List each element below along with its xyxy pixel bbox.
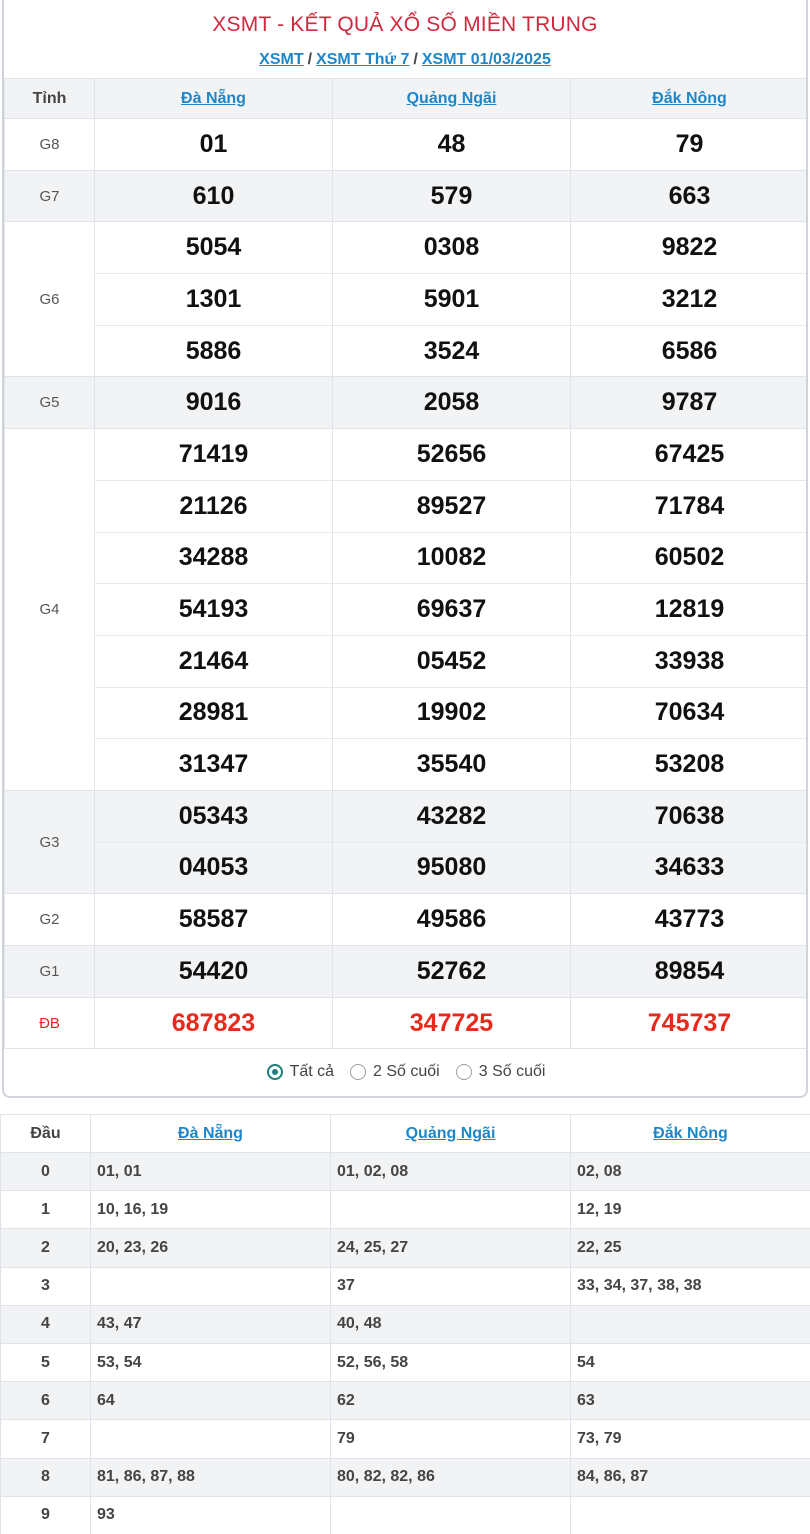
filter-option-label: 2 Số cuối	[373, 1063, 440, 1080]
tail-numbers: 79	[331, 1420, 571, 1458]
prize-number: 70634	[571, 687, 809, 739]
prize-number: 01	[95, 119, 333, 171]
province-link-da-nang[interactable]: Đà Nẵng	[95, 79, 333, 119]
tail-numbers: 54	[571, 1343, 810, 1381]
prize-number: 347725	[333, 997, 571, 1049]
prize-number: 21126	[95, 480, 333, 532]
prize-number: 9822	[571, 222, 809, 274]
tail-numbers: 33, 34, 37, 38, 38	[571, 1267, 810, 1305]
prize-number: 69637	[333, 584, 571, 636]
head-digit-row	[1, 1382, 810, 1420]
head-digit: 3	[1, 1267, 91, 1305]
prize-label: G4	[5, 429, 95, 791]
head-digit-row	[1, 1420, 810, 1458]
tail-numbers: 01, 02, 08	[331, 1153, 571, 1191]
tail-numbers: 37	[331, 1267, 571, 1305]
prize-number: 54193	[95, 584, 333, 636]
head-digit-table	[0, 1114, 810, 1534]
head-digit-row	[1, 1267, 810, 1305]
tail-numbers: 73, 79	[571, 1420, 810, 1458]
prize-row	[5, 119, 809, 171]
prize-row	[5, 584, 809, 636]
tail-numbers: 40, 48	[331, 1305, 571, 1343]
prize-number: 9016	[95, 377, 333, 429]
prize-row	[5, 894, 809, 946]
prize-row	[5, 842, 809, 894]
prize-number: 1301	[95, 274, 333, 326]
breadcrumb-date-link[interactable]: XSMT 01/03/2025	[421, 51, 551, 68]
tail-numbers: 84, 86, 87	[571, 1458, 810, 1496]
prize-row	[5, 790, 809, 842]
head-digit: 4	[1, 1305, 91, 1343]
prize-number: 71784	[571, 480, 809, 532]
prize-number: 0308	[333, 222, 571, 274]
head-digit-column-header: Đầu	[1, 1115, 91, 1153]
province-link-dak-nong[interactable]: Đắk Nông	[571, 79, 809, 119]
tail-numbers	[571, 1305, 810, 1343]
prize-number: 19902	[333, 687, 571, 739]
results-card	[2, 0, 808, 1098]
page-title: XSMT - KẾT QUẢ XỔ SỐ MIỀN TRUNG	[212, 13, 598, 36]
tail-numbers: 80, 82, 82, 86	[331, 1458, 571, 1496]
prize-number: 54420	[95, 946, 333, 998]
prize-label: G8	[5, 119, 95, 171]
prize-number: 60502	[571, 532, 809, 584]
head-digit: 6	[1, 1382, 91, 1420]
prize-label: G6	[5, 222, 95, 377]
tail-numbers: 62	[331, 1382, 571, 1420]
prize-number: 12819	[571, 584, 809, 636]
prize-row	[5, 480, 809, 532]
head-digit: 1	[1, 1191, 91, 1229]
tail-numbers: 52, 56, 58	[331, 1343, 571, 1381]
prize-number: 3524	[333, 325, 571, 377]
tail-numbers	[331, 1496, 571, 1534]
digit-filter	[4, 1048, 808, 1096]
prize-number: 05343	[95, 790, 333, 842]
tail-numbers: 10, 16, 19	[91, 1191, 331, 1229]
prize-number: 2058	[333, 377, 571, 429]
tail-numbers: 43, 47	[91, 1305, 331, 1343]
filter-option-last-3[interactable]	[456, 1063, 546, 1081]
prize-number: 5901	[333, 274, 571, 326]
head-digit-row	[1, 1229, 810, 1267]
radio-unchecked-icon[interactable]	[456, 1064, 472, 1080]
prize-number: 31347	[95, 739, 333, 791]
dau-province-link-dak-nong[interactable]: Đắk Nông	[571, 1115, 810, 1153]
head-digit-row	[1, 1153, 810, 1191]
tail-numbers	[91, 1267, 331, 1305]
head-digit-row	[1, 1496, 810, 1534]
head-digit: 0	[1, 1153, 91, 1191]
prize-number: 79	[571, 119, 809, 171]
prize-number: 89527	[333, 480, 571, 532]
prize-label: G1	[5, 946, 95, 998]
filter-option-all[interactable]	[267, 1063, 334, 1081]
prize-row	[5, 532, 809, 584]
tail-numbers: 63	[571, 1382, 810, 1420]
prize-number: 53208	[571, 739, 809, 791]
head-digit-row	[1, 1458, 810, 1496]
prize-number: 663	[571, 170, 809, 222]
prize-number: 43282	[333, 790, 571, 842]
prize-label: G3	[5, 790, 95, 893]
prize-number: 28981	[95, 687, 333, 739]
head-digit-row	[1, 1305, 810, 1343]
prize-number: 610	[95, 170, 333, 222]
head-digit: 8	[1, 1458, 91, 1496]
head-digit: 2	[1, 1229, 91, 1267]
head-digit-row	[1, 1191, 810, 1229]
dau-province-link-quang-ngai[interactable]: Quảng Ngãi	[331, 1115, 571, 1153]
prize-number: 33938	[571, 635, 809, 687]
tail-numbers	[91, 1420, 331, 1458]
breadcrumb	[4, 50, 806, 78]
tail-numbers: 93	[91, 1496, 331, 1534]
prize-row	[5, 377, 809, 429]
prize-number: 3212	[571, 274, 809, 326]
tail-numbers: 20, 23, 26	[91, 1229, 331, 1267]
prize-number: 70638	[571, 790, 809, 842]
prize-number: 52762	[333, 946, 571, 998]
tail-numbers: 12, 19	[571, 1191, 810, 1229]
radio-unchecked-icon[interactable]	[350, 1064, 366, 1080]
prize-row	[5, 170, 809, 222]
province-column-header: Tỉnh	[5, 79, 95, 119]
prize-row	[5, 635, 809, 687]
breadcrumb-weekday-link[interactable]: XSMT Thứ 7	[316, 51, 410, 68]
head-digit: 5	[1, 1343, 91, 1381]
tail-numbers: 22, 25	[571, 1229, 810, 1267]
tail-numbers: 24, 25, 27	[331, 1229, 571, 1267]
prize-row	[5, 687, 809, 739]
prize-number: 67425	[571, 429, 809, 481]
results-header-row	[5, 79, 809, 119]
prize-label: G5	[5, 377, 95, 429]
breadcrumb-separator: /	[413, 51, 418, 68]
prize-number: 05452	[333, 635, 571, 687]
prize-number: 687823	[95, 997, 333, 1049]
prize-label: ĐB	[5, 997, 95, 1049]
prize-number: 43773	[571, 894, 809, 946]
prize-number: 5886	[95, 325, 333, 377]
head-digit: 7	[1, 1420, 91, 1458]
prize-row	[5, 222, 809, 274]
prize-row	[5, 429, 809, 481]
prize-number: 579	[333, 170, 571, 222]
prize-label: G7	[5, 170, 95, 222]
prize-number: 6586	[571, 325, 809, 377]
dau-province-link-da-nang[interactable]: Đà Nẵng	[91, 1115, 331, 1153]
prize-number: 34288	[95, 532, 333, 584]
prize-number: 04053	[95, 842, 333, 894]
prize-row	[5, 739, 809, 791]
radio-checked-icon[interactable]	[267, 1064, 283, 1080]
prize-number: 9787	[571, 377, 809, 429]
prize-row	[5, 325, 809, 377]
prize-number: 35540	[333, 739, 571, 791]
filter-option-last-2[interactable]	[350, 1063, 440, 1081]
head-digit-header-row	[1, 1115, 810, 1153]
breadcrumb-separator: /	[307, 51, 313, 68]
prize-number: 71419	[95, 429, 333, 481]
prize-number: 745737	[571, 997, 809, 1049]
prize-number: 10082	[333, 532, 571, 584]
prize-number: 49586	[333, 894, 571, 946]
prize-number: 95080	[333, 842, 571, 894]
tail-numbers	[571, 1496, 810, 1534]
prize-row	[5, 997, 809, 1049]
prize-row	[5, 946, 809, 998]
prize-label: G2	[5, 894, 95, 946]
prize-number: 58587	[95, 894, 333, 946]
head-digit-row	[1, 1343, 810, 1381]
prize-number: 21464	[95, 635, 333, 687]
tail-numbers: 01, 01	[91, 1153, 331, 1191]
filter-option-label: Tất cả	[289, 1063, 335, 1080]
tail-numbers: 81, 86, 87, 88	[91, 1458, 331, 1496]
tail-numbers: 53, 54	[91, 1343, 331, 1381]
head-digit: 9	[1, 1496, 91, 1534]
prize-number: 5054	[95, 222, 333, 274]
tail-numbers: 64	[91, 1382, 331, 1420]
prize-number: 34633	[571, 842, 809, 894]
province-link-quang-ngai[interactable]: Quảng Ngãi	[333, 79, 571, 119]
prize-number: 52656	[333, 429, 571, 481]
results-table	[4, 78, 808, 1049]
prize-number: 48	[333, 119, 571, 171]
tail-numbers	[331, 1191, 571, 1229]
tail-numbers: 02, 08	[571, 1153, 810, 1191]
prize-row	[5, 274, 809, 326]
filter-option-label: 3 Số cuối	[478, 1063, 546, 1080]
breadcrumb-xsmt-link[interactable]: XSMT	[259, 51, 304, 68]
prize-number: 89854	[571, 946, 809, 998]
